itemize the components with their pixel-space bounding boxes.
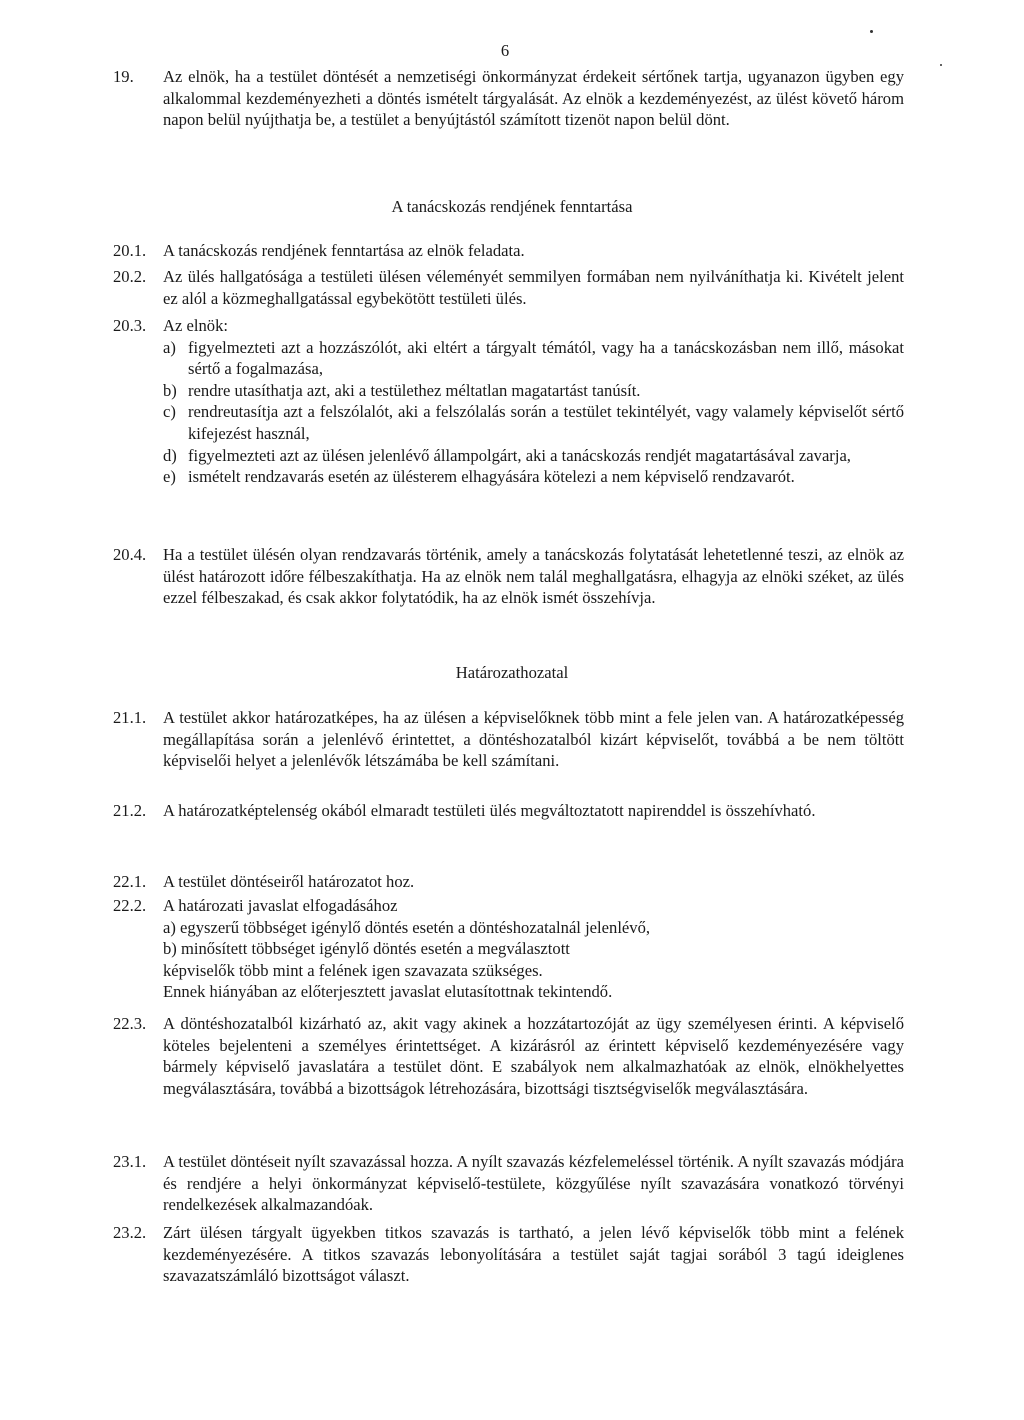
- paragraph-number: 23.1.: [113, 1152, 147, 1171]
- paragraph-number: 20.1.: [113, 241, 147, 260]
- list-letter: b): [163, 380, 177, 400]
- paragraph-number: 20.2.: [113, 267, 147, 286]
- paragraph-intro: Az elnök:: [163, 316, 228, 335]
- list-item: [163, 401, 904, 444]
- paragraph-text: Az elnök, ha a testület döntését a nemzetiségi önkormányzat érdekeit sértőnek tartja, ugyanazon ügyben egy alkalommal kezdeményezheti a döntés ismételt tárgyalását. Az elnök a kezdeményezést, az ülést követő három napon belül nyújthatja be, a testület a benyújtástól számított tizenöt napon belül dönt.: [163, 67, 904, 130]
- paragraph-number: 20.4.: [113, 545, 147, 564]
- paragraph-line: képviselők több mint a felének igen szavazata szükséges.: [163, 960, 543, 980]
- paragraph-text: A tanácskozás rendjének fenntartása az elnök feladata.: [163, 241, 525, 260]
- paragraph-line: A határozati javaslat elfogadásához: [163, 896, 398, 915]
- section-heading-tanacskozas: A tanácskozás rendjének fenntartása: [391, 197, 633, 216]
- list-text: figyelmezteti azt az ülésen jelenlévő állampolgárt, aki a tanácskozás rendjét magatartásával zavarja,: [188, 445, 851, 465]
- list-text: figyelmezteti azt a hozzászólót, aki eltért a tárgyalt témától, vagy ha a tanácskozásban nem illő, másokat sértő a fogalmazása,: [188, 337, 904, 379]
- paragraph-number: 19.: [113, 67, 134, 86]
- paragraph-body: [163, 315, 904, 488]
- list-item: [163, 380, 904, 402]
- list-item: [163, 466, 904, 488]
- paragraph-line: Ennek hiányában az előterjesztett javaslat elutasítottnak tekintendő.: [163, 982, 613, 1002]
- list-letter: d): [163, 445, 177, 465]
- list-letter: a): [163, 337, 176, 357]
- list-letter: c): [163, 402, 176, 422]
- paragraph-text: Ha a testület ülésén olyan rendzavarás történik, amely a tanácskozás folytatását lehetetlenné teszi, az elnök az ülést határozott időre félbeszakíthatja. Ha az elnök nem talál meghallgatásra, elhagyja az elnöki széket, az ülés ezzel félbeszakad, és csak akkor folytatódik, ha az elnök ismét összehívja.: [163, 545, 904, 608]
- paragraph-number: 23.2.: [113, 1223, 147, 1242]
- paragraph-number: 20.3.: [113, 316, 147, 335]
- paragraph-text: A döntéshozatalból kizárható az, akit vagy akinek a hozzátartozóját az ügy személyesen érinti. A képviselő köteles bejelenteni a személyes érintettséget. A kizárásról az érintett képviselő kezdeményezésére vagy bármely képviselő javaslatára a testület dönt. E szabályok nem alkalmazhatóak az elnök, elnökhelyettes megválasztására, továbbá a bizottságok létrehozására, bizottsági tisztségviselők megválasztására.: [163, 1014, 904, 1098]
- paragraph-number: 21.2.: [113, 801, 147, 820]
- paragraph-body: [163, 895, 904, 1003]
- paragraph-text: Az ülés hallgatósága a testületi ülésen véleményét semmilyen formában nem nyilváníthatja ki. Kivételt jelent ez alól a közmeghallgatással egybekötött testületi ülés.: [163, 267, 904, 308]
- scan-speck: [940, 64, 942, 66]
- paragraph-number: 22.2.: [113, 896, 147, 915]
- list-letter: e): [163, 467, 176, 487]
- list-text: rendreutasítja azt a felszólalót, aki a felszólalás során a testület tekintélyét, vagy valamely képviselőt sértő kifejezést használ,: [188, 402, 904, 443]
- paragraph-line: a) egyszerű többséget igénylő döntés esetén a döntéshozatalnál jelenlévő,: [163, 917, 651, 937]
- paragraph-number: 21.1.: [113, 708, 147, 727]
- paragraph-text: A testület akkor határozatképes, ha az ülésen a képviselőknek több mint a fele jelen van. A határozatképesség megállapítása során a jelenlévő érintettet, a döntéshozatalból kizárt képviselőt, továbbá a be nem töltött képviselői helyet a jelenlévők létszámába be kell számítani.: [163, 708, 904, 771]
- paragraph-number: 22.3.: [113, 1014, 147, 1033]
- paragraph-text: A testület döntéseiről határozatot hoz.: [163, 872, 415, 891]
- paragraph-text: A testület döntéseit nyílt szavazással hozza. A nyílt szavazás kézfelemeléssel történik. A nyílt szavazás módjára és rendjére a helyi önkormányzat képviselő-testülete, közgyűlése nyílt szavazására vonatkozó törvényi rendelkezések alkalmazandóak.: [163, 1152, 904, 1215]
- page-number: 6: [500, 41, 510, 60]
- paragraph-text: Zárt ülésen tárgyalt ügyekben titkos szavazás is tartható, a jelen lévő képviselők több mint a felének kezdeményezésére. A titkos szavazás lebonyolítására a testület saját tagjai sorából 3 tagú ideiglenes szavazatszámláló bizottságot választ.: [163, 1223, 904, 1286]
- paragraph-line: b) minősített többséget igénylő döntés esetén a megválasztott: [163, 939, 570, 959]
- list-text: ismételt rendzavarás esetén az ülésterem elhagyására kötelezi a nem képviselő rendzavarót.: [188, 467, 795, 487]
- list-item: [163, 337, 904, 380]
- scan-speck: [870, 30, 873, 33]
- list-item: [163, 445, 904, 467]
- paragraph-number: 22.1.: [113, 872, 147, 891]
- section-heading-hatarozathozatal: Határozathozatal: [455, 663, 569, 682]
- paragraph-text: A határozatképtelenség okából elmaradt testületi ülés megváltoztatott napirenddel is összehívható.: [163, 801, 816, 820]
- list-text: rendre utasíthatja azt, aki a testülethez méltatlan magatartást tanúsít.: [188, 380, 641, 400]
